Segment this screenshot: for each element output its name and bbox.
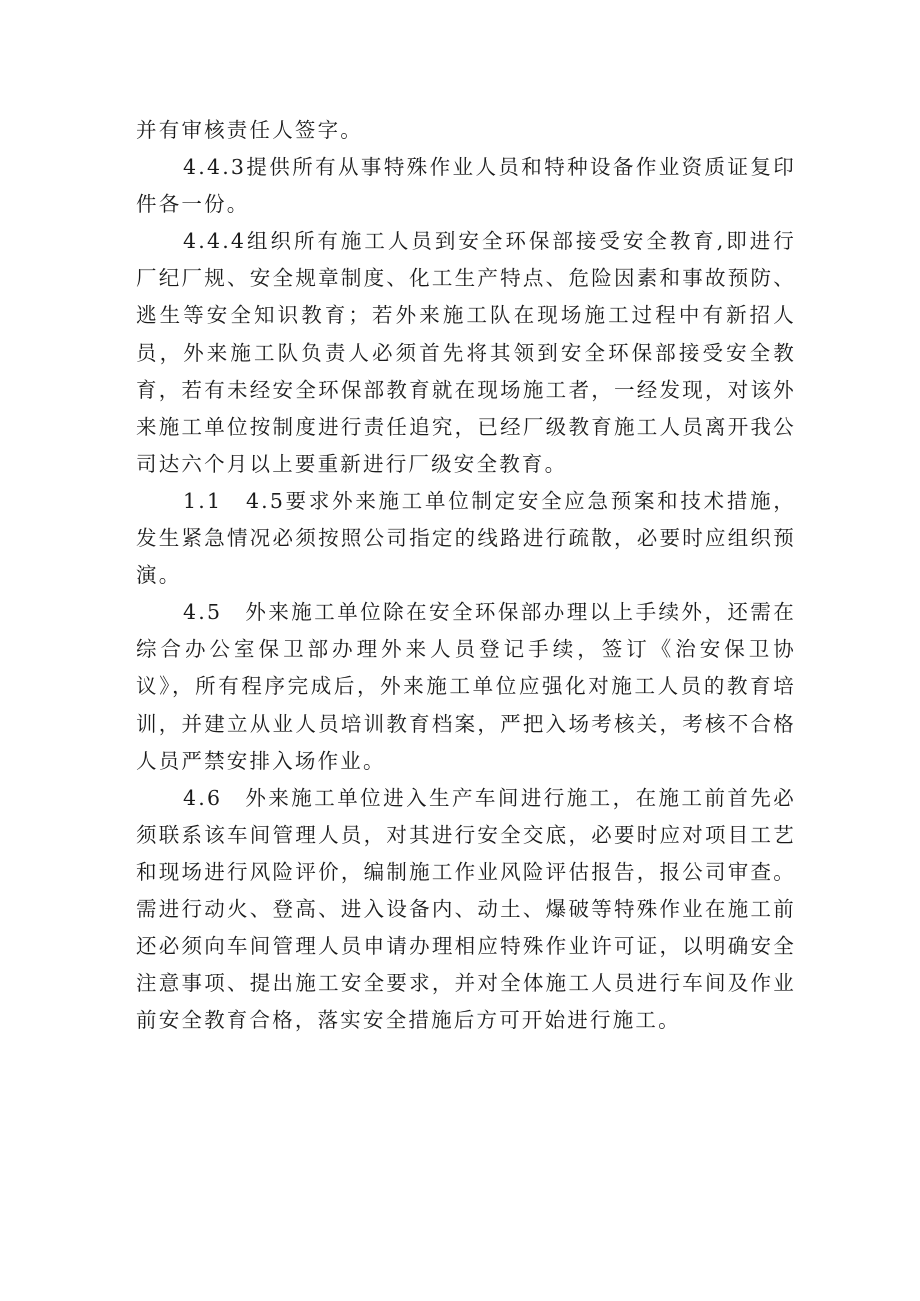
paragraph-4-4-3: 4.4.3提供所有从事特殊作业人员和特种设备作业资质证复印件各一份。 bbox=[136, 155, 796, 217]
paragraph-4-5: 4.5 外来施工单位除在安全环保部办理以上手续外，还需在综合办公室保卫部办理外来人员登记手续，签订《治安保卫协议》，所有程序完成后，外来施工单位应强化对施工人员的教育培训，并建立从业人员培训教育档案，严把入场考核关，考核不合格人员严禁安排入场作业。 bbox=[136, 600, 796, 773]
document-body bbox=[136, 112, 796, 1039]
paragraph-4-4-4: 4.4.4组织所有施工人员到安全环保部接受安全教育,即进行厂纪厂规、安全规章制度、化工生产特点、危险因素和事故预防、逃生等安全知识教育；若外来施工队在现场施工过程中有新招人员，外来施工队负责人必须首先将其领到安全环保部接受安全教育，若有未经安全环保部教育就在现场施工者，一经发现，对该外来施工单位按制度进行责任追究，已经厂级教育施工人员离开我公司达六个月以上要重新进行厂级安全教育。 bbox=[136, 229, 796, 476]
paragraph-1-1: 1.1 4.5要求外来施工单位制定安全应急预案和技术措施，发生紧急情况必须按照公司指定的线路进行疏散，必要时应组织预演。 bbox=[136, 488, 796, 588]
paragraph-continuation: 并有审核责任人签字。 bbox=[136, 118, 363, 142]
paragraph-4-6: 4.6 外来施工单位进入生产车间进行施工，在施工前首先必须联系该车间管理人员，对其进行安全交底，必要时应对项目工艺和现场进行风险评价，编制施工作业风险评估报告，报公司审查。需进行动火、登高、进入设备内、动土、爆破等特殊作业在施工前还必须向车间管理人员申请办理相应特殊作业许可证，以明确安全注意事项、提出施工安全要求，并对全体施工人员进行车间及作业前安全教育合格，落实安全措施后方可开始进行施工。 bbox=[136, 785, 796, 1033]
